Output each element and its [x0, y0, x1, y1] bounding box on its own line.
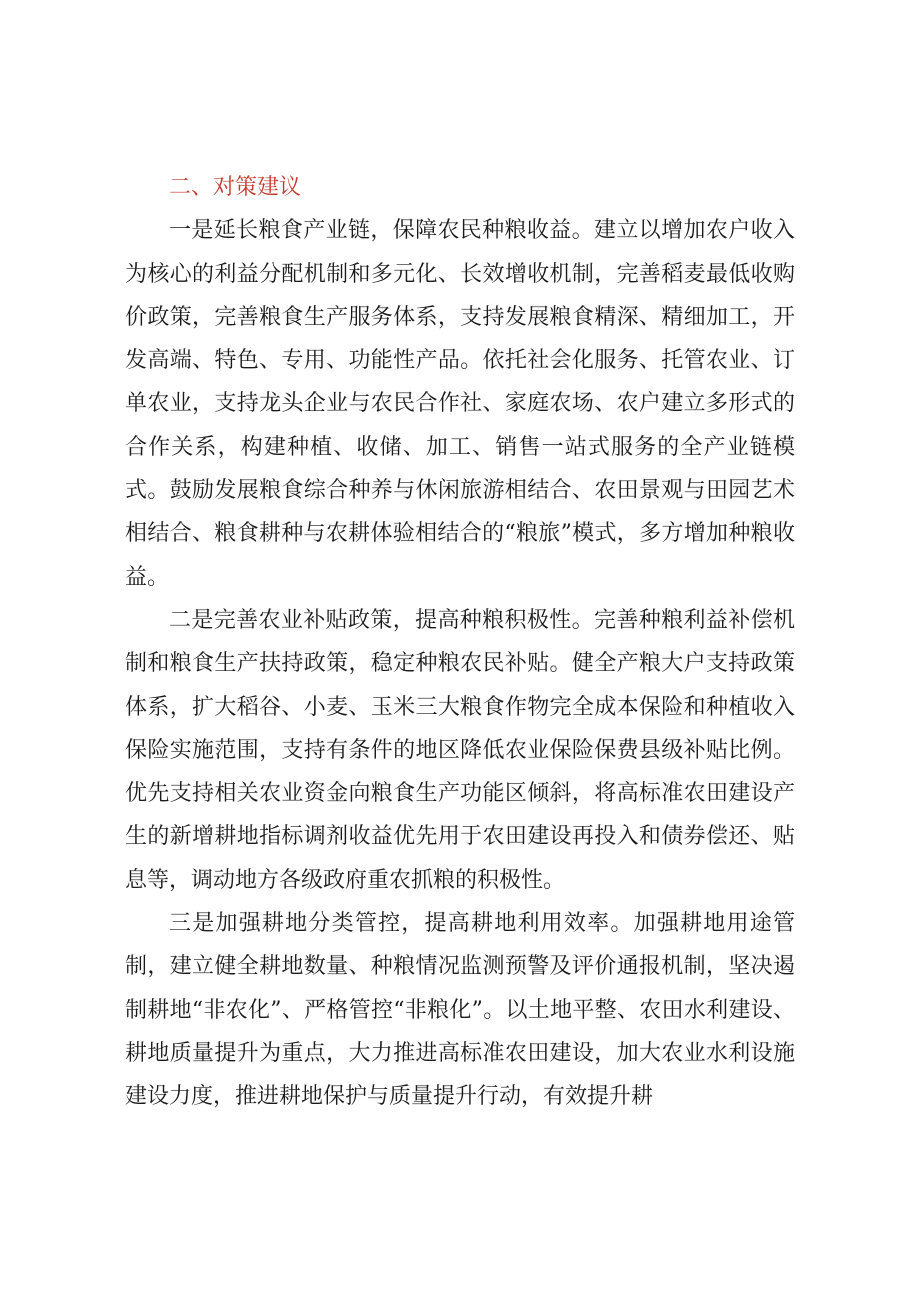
document-body	[125, 166, 795, 1119]
section-heading: 二、对策建议	[169, 175, 302, 200]
paragraph-1: 一是延长粮食产业链，保障农民种粮收益。建立以增加农户收入为核心的利益分配机制和多元化、长效增收机制，完善稻麦最低收购价政策，完善粮食生产服务体系，支持发展粮食精深、精细加工，开发高端、特色、专用、功能性产品。依托社会化服务、托管农业、订单农业，支持龙头企业与农民合作社、家庭农场、农户建立多形式的合作关系，构建种植、收储、加工、销售一站式服务的全产业链模式。鼓励发展粮食综合种养与休闲旅游相结合、农田景观与田园艺术相结合、粮食耕种与农耕体验相结合的“粮旅”模式，多方增加种粮收益。	[125, 218, 795, 590]
paragraph-2: 二是完善农业补贴政策，提高种粮积极性。完善种粮利益补偿机制和粮食生产扶持政策，稳定种粮农民补贴。健全产粮大户支持政策体系，扩大稻谷、小麦、玉米三大粮食作物完全成本保险和种植收入保险实施范围，支持有条件的地区降低农业保险保费县级补贴比例。优先支持相关农业资金向粮食生产功能区倾斜，将高标准农田建设产生的新增耕地指标调剂收益优先用于农田建设再投入和债券偿还、贴息等，调动地方各级政府重农抓粮的积极性。	[125, 607, 795, 893]
paragraph-3: 三是加强耕地分类管控，提高耕地利用效率。加强耕地用途管制，建立健全耕地数量、种粮情况监测预警及评价通报机制，坚决遏制耕地“非农化”、严格管控“非粮化”。以土地平整、农田水利建设、耕地质量提升为重点，大力推进高标准农田建设，加大农业水利设施建设力度，推进耕地保护与质量提升行动，有效提升耕	[125, 911, 795, 1110]
